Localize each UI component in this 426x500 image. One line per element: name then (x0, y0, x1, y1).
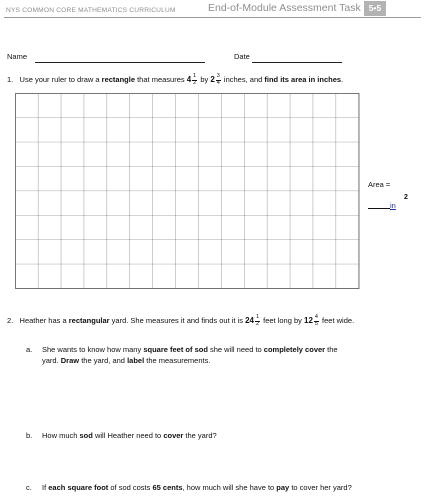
fraction-numerator: 3 (216, 73, 220, 79)
part-b-text (42, 430, 217, 441)
name-field[interactable] (35, 62, 205, 63)
q1-text: inches, and (221, 74, 265, 84)
q1-height-whole: 2 (210, 74, 215, 84)
part-b-text-segment: will Heather need to (92, 431, 164, 440)
area-unit: in (390, 201, 396, 210)
fraction-numerator: 1 (255, 314, 260, 320)
date-label: Date (234, 52, 250, 61)
q2-bold: rectangular (68, 315, 110, 325)
page-title: End-of-Module Assessment Task (208, 2, 361, 14)
fraction-denominator: 4 (216, 79, 220, 86)
part-c-text-segment: to cover her yard? (289, 483, 352, 492)
fraction-numerator: 1 (193, 73, 197, 79)
part-c-letter: c. (26, 483, 32, 492)
q1-height-fraction (216, 74, 221, 86)
part-a-bold: label (127, 356, 145, 365)
q1-width-whole: 4 (186, 74, 192, 84)
fraction-numerator: 4 (314, 314, 318, 320)
q2-width-fraction (314, 315, 319, 327)
part-a-text-segment: yard. (42, 356, 61, 365)
curriculum-label: NYS COMMON CORE MATHEMATICS CURRICULUM (6, 7, 176, 14)
q1-text: that measures (135, 74, 187, 84)
part-c-text-segment: , how much will she have to (182, 483, 277, 492)
part-b-letter: b. (26, 431, 33, 440)
q1-bold-shape: rectangle (101, 74, 136, 84)
q2-text: Heather has a (19, 315, 69, 325)
fraction-denominator: 2 (255, 320, 260, 327)
page-header (0, 0, 426, 22)
q2-length-fraction (255, 315, 260, 327)
question-2 (7, 315, 354, 327)
drawing-grid[interactable] (15, 93, 363, 293)
part-b-text-segment: How much (42, 431, 80, 440)
part-a-bold: Draw (60, 356, 80, 365)
area-answer-blank[interactable] (368, 208, 390, 209)
part-a-bold: square feet of sod (143, 345, 208, 354)
q1-text: by (198, 74, 211, 84)
module-badge: 5•5 (364, 1, 386, 16)
part-b-bold: cover (163, 431, 184, 440)
q2-width-whole: 12 (304, 315, 313, 325)
fraction-denominator: 5 (314, 320, 318, 327)
q1-text: . (341, 74, 344, 84)
question-1 (7, 74, 343, 86)
part-a-text-segment: she will need to (207, 345, 264, 354)
part-a-letter: a. (26, 345, 33, 354)
part-c-bold: each square foot (48, 483, 109, 492)
question-number: 2. (7, 315, 14, 325)
part-a-text-segment: the (325, 345, 338, 354)
part-a-text-segment: the measurements. (144, 356, 211, 365)
part-c-bold: 65 cents (152, 483, 183, 492)
part-a-text (42, 344, 402, 366)
q1-text: Use your ruler to draw a (19, 74, 102, 84)
q2-text: yard. She measures it and finds out it is (109, 315, 246, 325)
grid-svg (15, 93, 363, 293)
q2-text: feet long by (261, 315, 304, 325)
part-c-text (42, 482, 352, 493)
part-b-bold: sod (79, 431, 93, 440)
area-label: Area = (368, 180, 391, 189)
question-number: 1. (7, 74, 14, 84)
part-a-text-segment: the yard, and (79, 356, 128, 365)
header-divider (4, 17, 421, 18)
area-exponent: 2 (404, 194, 408, 201)
name-label: Name (7, 52, 28, 61)
part-a-bold: completely cover (263, 345, 326, 354)
fraction-denominator: 2 (193, 79, 197, 86)
q1-bold-task: find its area in inches (264, 74, 342, 84)
part-c-text-segment: of sod costs (108, 483, 153, 492)
q2-length-whole: 24 (245, 315, 254, 325)
part-b-text-segment: the yard? (183, 431, 217, 440)
q2-text: feet wide. (319, 315, 355, 325)
date-field[interactable] (252, 62, 342, 63)
part-c-text-segment: If (42, 483, 49, 492)
part-a-text-segment: She wants to know how many (42, 345, 144, 354)
part-c-bold: pay (276, 483, 290, 492)
q1-width-fraction (192, 74, 197, 86)
